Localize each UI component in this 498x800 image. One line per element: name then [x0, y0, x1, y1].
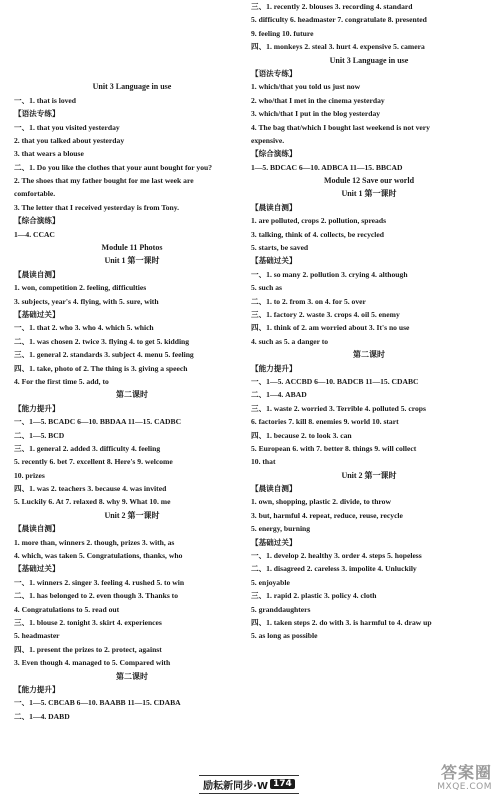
unit-heading: 第二课时	[116, 671, 148, 681]
answer-line: 二、1. to 2. from 3. on 4. for 5. over	[251, 296, 366, 306]
section-label: 【能力提升】	[14, 684, 60, 694]
answer-line: 5. energy, burning	[251, 524, 311, 534]
section-label: 【晨读自测】	[14, 524, 60, 534]
answer-line: 一、1. develop 2. healthy 3. order 4. steps 5. hopeless	[251, 551, 422, 561]
footer-label: 励耘新同步·W	[203, 780, 269, 792]
answer-line: 5. difficulty 6. headmaster 7. congratulate 8. presented	[251, 15, 427, 25]
spacer	[14, 67, 250, 80]
answer-line: 4. The bag that/which I bought last weekend is not very	[251, 122, 430, 132]
answer-line: 5. as long as possible	[251, 631, 318, 641]
answer-line: 2. that you talked about yesterday	[14, 135, 125, 145]
section-label: 【晨读自测】	[251, 484, 297, 494]
answer-line: 9. feeling 10. future	[251, 28, 314, 38]
answer-line: 3. The letter that I received yesterday is from Tony.	[14, 202, 180, 212]
answer-line: 二、1—4. DABD	[14, 711, 70, 721]
unit-heading: Unit 1 第一课时	[341, 189, 397, 199]
answer-line: 二、1. has belonged to 2. even though 3. Thanks to	[14, 591, 179, 601]
answer-line: 5. such as	[251, 283, 283, 293]
footer-brand	[199, 775, 299, 794]
section-label: 【基础过关】	[14, 564, 60, 574]
section-label: 【基础过关】	[251, 537, 297, 547]
left-column	[14, 0, 250, 723]
answer-line: 5. granddaughters	[251, 604, 311, 614]
answer-line: 1. won, competition 2. feeling, difficulties	[14, 283, 147, 293]
answer-line: 5. enjoyable	[251, 577, 290, 587]
answer-line: 1—4. CCAC	[14, 229, 55, 239]
answer-line: 一、1. that is loved	[14, 95, 77, 105]
answer-line: 4. which, was taken 5. Congratulations, thanks, who	[14, 551, 183, 561]
answer-line: 1. are polluted, crops 2. pollution, spreads	[251, 216, 387, 226]
answer-line: 5. Luckily 6. At 7. relaxed 8. why 9. What 10. me	[14, 497, 171, 507]
answer-line: 1—5. BDCAC 6—10. ADBCA 11—15. BBCAD	[251, 162, 403, 172]
answer-line: expensive.	[251, 135, 285, 145]
answer-line: 二、1—5. BCD	[14, 430, 65, 440]
answer-line: 一、1—5. CBCAB 6—10. BAABB 11—15. CDABA	[14, 698, 181, 708]
answer-line: 5. headmaster	[14, 631, 60, 641]
unit-heading: 第二课时	[116, 390, 148, 400]
section-label: 【基础过关】	[14, 309, 60, 319]
watermark-logo: 答案圈	[440, 763, 492, 782]
section-label: 【语法专练】	[14, 109, 60, 119]
answer-line: 1. more than, winners 2. though, prizes 3. with, as	[14, 537, 175, 547]
answer-line: 四、1. present the prizes to 2. protect, against	[14, 644, 162, 654]
answer-line: 一、1—5. BCADC 6—10. BBDAA 11—15. CADBC	[14, 417, 182, 427]
answer-line: 三、1. blouse 2. tonight 3. skirt 4. experiences	[14, 617, 162, 627]
answer-line: 一、1. that 2. who 3. who 4. which 5. which	[14, 323, 154, 333]
section-label: 【能力提升】	[14, 403, 60, 413]
section-label: 【基础过关】	[251, 256, 297, 266]
answer-line: 1. which/that you told us just now	[251, 82, 361, 92]
answer-line: 二、1. Do you like the clothes that your aunt bought for you?	[14, 162, 213, 172]
watermark	[412, 764, 492, 798]
answer-line: 四、1. monkeys 2. steal 3. hurt 4. expensive 5. camera	[251, 42, 425, 52]
spacer	[14, 54, 250, 67]
watermark-site: MXQE.COM	[437, 782, 492, 792]
answer-line: 二、1. disagreed 2. careless 3. impolite 4. Unluckily	[251, 564, 417, 574]
answer-line: 3. which/that I put in the blog yesterday	[251, 109, 381, 119]
answer-line: 三、1. rapid 2. plastic 3. policy 4. cloth	[251, 591, 377, 601]
answer-line: 二、1—4. ABAD	[251, 390, 307, 400]
page-number: 174	[270, 779, 295, 789]
answer-line: 三、1. general 2. standards 3. subject 4. menu 5. feeling	[14, 350, 194, 360]
section-label: 【综合演练】	[14, 216, 60, 226]
section-label: 【综合演练】	[251, 149, 297, 159]
answer-line: 三、1. general 2. added 3. difficulty 4. feeling	[14, 443, 161, 453]
answer-line: 2. who/that I met in the cinema yesterday	[251, 95, 385, 105]
answer-line: 四、1. take, photo of 2. The thing is 3. giving a speech	[14, 363, 188, 373]
spacer	[14, 27, 250, 40]
section-label: 【语法专练】	[251, 68, 297, 78]
answer-line: 四、1. because 2. to look 3. can	[251, 430, 352, 440]
answer-line: 3. subjects, year's 4. flying, with 5. sure, with	[14, 296, 159, 306]
answer-line: 一、1. winners 2. singer 3. feeling 4. rushed 5. to win	[14, 577, 185, 587]
answer-line: 10. that	[251, 457, 276, 467]
answer-line: 2. The shoes that my father bought for me last week are	[14, 176, 194, 186]
answer-line: comfortable.	[14, 189, 56, 199]
spacer	[14, 40, 250, 53]
answer-line: 四、1. was 2. teachers 3. because 4. was invited	[14, 484, 167, 494]
unit-heading: Unit 2 第一课时	[104, 510, 160, 520]
answer-line: 3. but, harmful 4. repeat, reduce, reuse, recycle	[251, 510, 403, 520]
answer-line: 3. talking, think of 4. collects, be recycled	[251, 229, 384, 239]
unit-heading: Module 11 Photos	[101, 243, 163, 253]
answer-line: 5. starts, be saved	[251, 243, 309, 253]
unit-heading: Unit 2 第一课时	[341, 470, 397, 480]
right-column	[251, 0, 487, 643]
answer-line: 二、1. was chosen 2. twice 3. flying 4. to get 5. kidding	[14, 336, 190, 346]
answer-line: 4. Congratulations to 5. read out	[14, 604, 120, 614]
spacer	[14, 0, 250, 13]
answer-line: 3. that wears a blouse	[14, 149, 84, 159]
section-label: 【晨读自测】	[251, 202, 297, 212]
section-label: 【能力提升】	[251, 363, 297, 373]
answer-line: 四、1. think of 2. am worried about 3. It's no use	[251, 323, 410, 333]
section-label: 【晨读自测】	[14, 269, 60, 279]
answer-line: 3. Even though 4. managed to 5. Compared with	[14, 658, 171, 668]
answer-line: 4. For the first time 5. add, to	[14, 376, 109, 386]
answer-line: 一、1—5. ACCBD 6—10. BADCB 11—15. CDABC	[251, 376, 419, 386]
answer-line: 1. own, shopping, plastic 2. divide, to throw	[251, 497, 391, 507]
answer-line: 三、1. waste 2. worried 3. Terrible 4. polluted 5. crops	[251, 403, 426, 413]
answer-line: 6. factories 7. kill 8. enemies 9. world 10. start	[251, 417, 399, 427]
unit-heading: Unit 3 Language in use	[92, 82, 172, 92]
unit-heading: 第二课时	[353, 350, 385, 360]
unit-heading: Unit 3 Language in use	[329, 55, 409, 65]
answer-line: 一、1. that you visited yesterday	[14, 122, 120, 132]
unit-heading: Unit 1 第一课时	[104, 256, 160, 266]
answer-line: 4. such as 5. a danger to	[251, 336, 329, 346]
spacer	[14, 13, 250, 26]
answer-line: 三、1. factory 2. waste 3. crops 4. oil 5. enemy	[251, 309, 400, 319]
unit-heading: Module 12 Save our world	[323, 176, 415, 186]
answer-line: 四、1. taken steps 2. do with 3. is harmful to 4. draw up	[251, 617, 432, 627]
answer-line: 一、1. so many 2. pollution 3. crying 4. although	[251, 269, 408, 279]
answer-line: 5. European 6. with 7. better 8. things 9. will collect	[251, 443, 417, 453]
answer-line: 5. recently 6. bet 7. excellent 8. Here's 9. welcome	[14, 457, 173, 467]
answer-line: 三、1. recently 2. blouses 3. recording 4. standard	[251, 2, 413, 11]
answer-line: 10. prizes	[14, 470, 45, 480]
